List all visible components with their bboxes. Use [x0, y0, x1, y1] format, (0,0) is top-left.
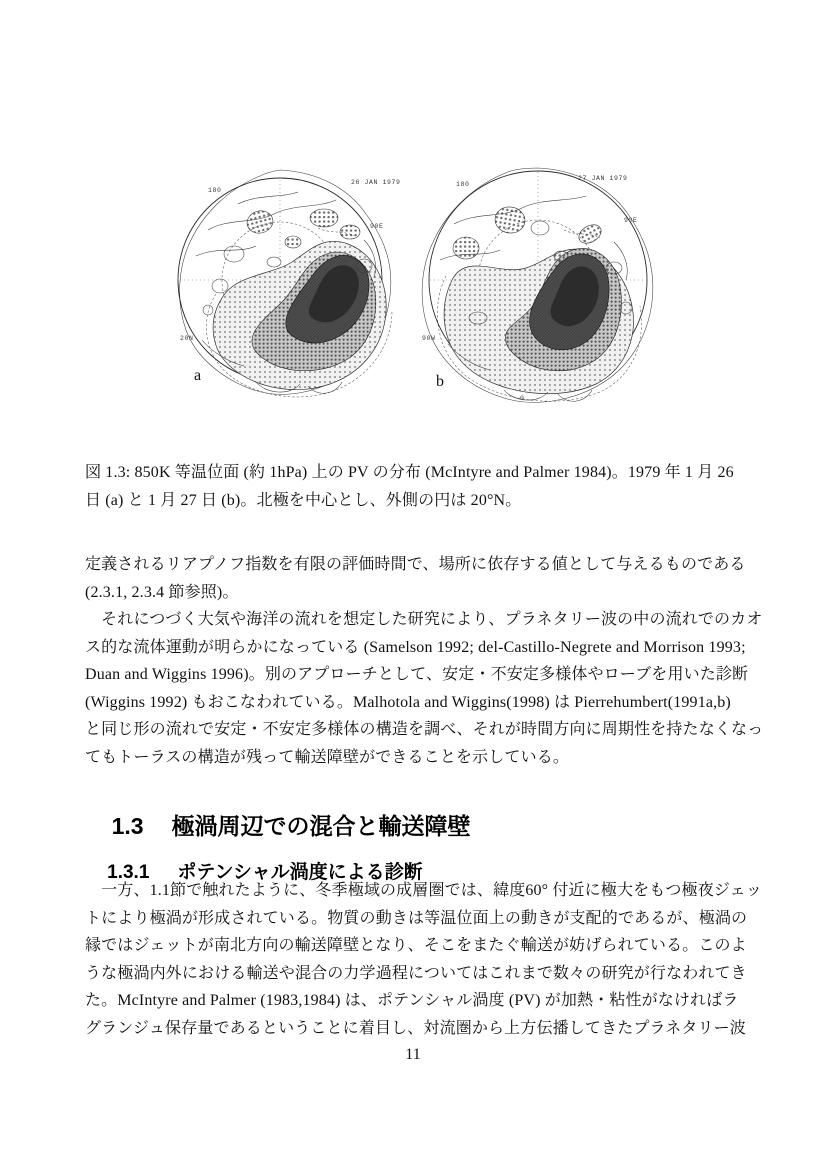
figure-panel-b: [422, 168, 653, 402]
panel-b-date: 27 JAN 1979: [578, 175, 628, 182]
paragraph-lyapunov: [85, 551, 747, 606]
body-text-line: うな極渦内外における輸送や混合の力学過程についてはこれまで数々の研究が行なわれてき: [85, 964, 747, 982]
panel-b-label-90e: 90E: [624, 217, 638, 224]
body-text-line: Duan and Wiggins 1996)。別のアプローチとして、安定・不安定多様体やローブを用いた診断: [85, 666, 749, 683]
panel-a-date: 26 JAN 1979: [351, 179, 401, 186]
body-text-line: (Wiggins 1992) もおこなわれている。Malhotola and Wiggins(1998) は Pierrehumbert(1991a,b): [85, 693, 731, 711]
paragraph-polar-vortex: [85, 877, 762, 1042]
panel-b-label-0: 0: [520, 395, 525, 402]
body-text-line: グランジュ保存量であるということに着目し、対流圏から上方伝播してきたプラネタリー波: [85, 1019, 746, 1037]
panel-a-label-180: 180: [208, 187, 222, 194]
panel-b-letter: b: [436, 373, 444, 390]
figure-caption-line: 日 (a) と 1 月 27 日 (b)。北極を中心とし、外側の円は 20°N。: [85, 492, 522, 509]
body-text-line: (2.3.1, 2.3.4 節参照)。: [85, 583, 239, 601]
body-text-line: 縁ではジェットが南北方向の輸送障壁となり、そこをまたぐ輸送が妨げられている。このよ: [85, 937, 747, 954]
body-text-line: 一方、1.1節で触れたように、冬季極域の成層圏では、緯度60° 付近に極大をもつ極夜ジェッ: [85, 882, 762, 899]
body-text-line: と同じ形の流れで安定・不安定多様体の構造を調べ、それが時間方向に周期性を持たなくなっ: [85, 721, 764, 738]
body-text-line: 定義されるリアプノフ指数を有限の評価時間で、場所に依存する値として与えるものである: [85, 556, 746, 573]
figure-caption: [85, 459, 747, 515]
section-title: 極渦周辺での混合と輸送障壁: [171, 813, 471, 839]
panel-a-letter: a: [194, 367, 202, 384]
figure-panel-a: [178, 170, 401, 397]
panel-a-stippled-patches: [245, 208, 360, 248]
figure-1-3-image: [172, 162, 672, 410]
section-number: 1.3: [111, 813, 144, 839]
paragraph-chaotic-mixing: [85, 606, 764, 771]
page-number: 11: [405, 1046, 421, 1063]
figure-caption-line: 図 1.3: 850K 等温位面 (約 1hPa) 上の PV の分布 (McIntyre and Palmer 1984)。1979 年 1 月 26: [85, 464, 734, 481]
subsection-title: ポテンシャル渦度による診断: [177, 862, 423, 883]
panel-b-label-90w: 90W: [422, 335, 436, 342]
body-text-line: てもトーラスの構造が残って輸送障壁ができることを示している。: [85, 748, 570, 766]
body-text-line: ス的な流体運動が明らかになっている (Samelson 1992; del-Castillo-Negrete and Morrison 1993;: [85, 638, 746, 656]
panel-a-label-90e: 90E: [370, 223, 384, 230]
body-text-line: それにつづく大気や海洋の流れを想定した研究により、プラネタリー波の中の流れでのカオ: [85, 611, 763, 628]
body-text-line: トにより極渦が形成されている。物質の動きは等温位面上の動きが支配的であるが、極渦の: [85, 909, 748, 927]
panel-b-label-180: 180: [456, 181, 470, 188]
panel-a-label-20n: 20N: [180, 335, 194, 342]
subsection-number: 1.3.1: [107, 862, 150, 883]
body-text-line: た。McIntyre and Palmer (1983,1984) は、ポテンシャル渦度 (PV) が加熱・粘性がなければラ: [85, 992, 739, 1009]
